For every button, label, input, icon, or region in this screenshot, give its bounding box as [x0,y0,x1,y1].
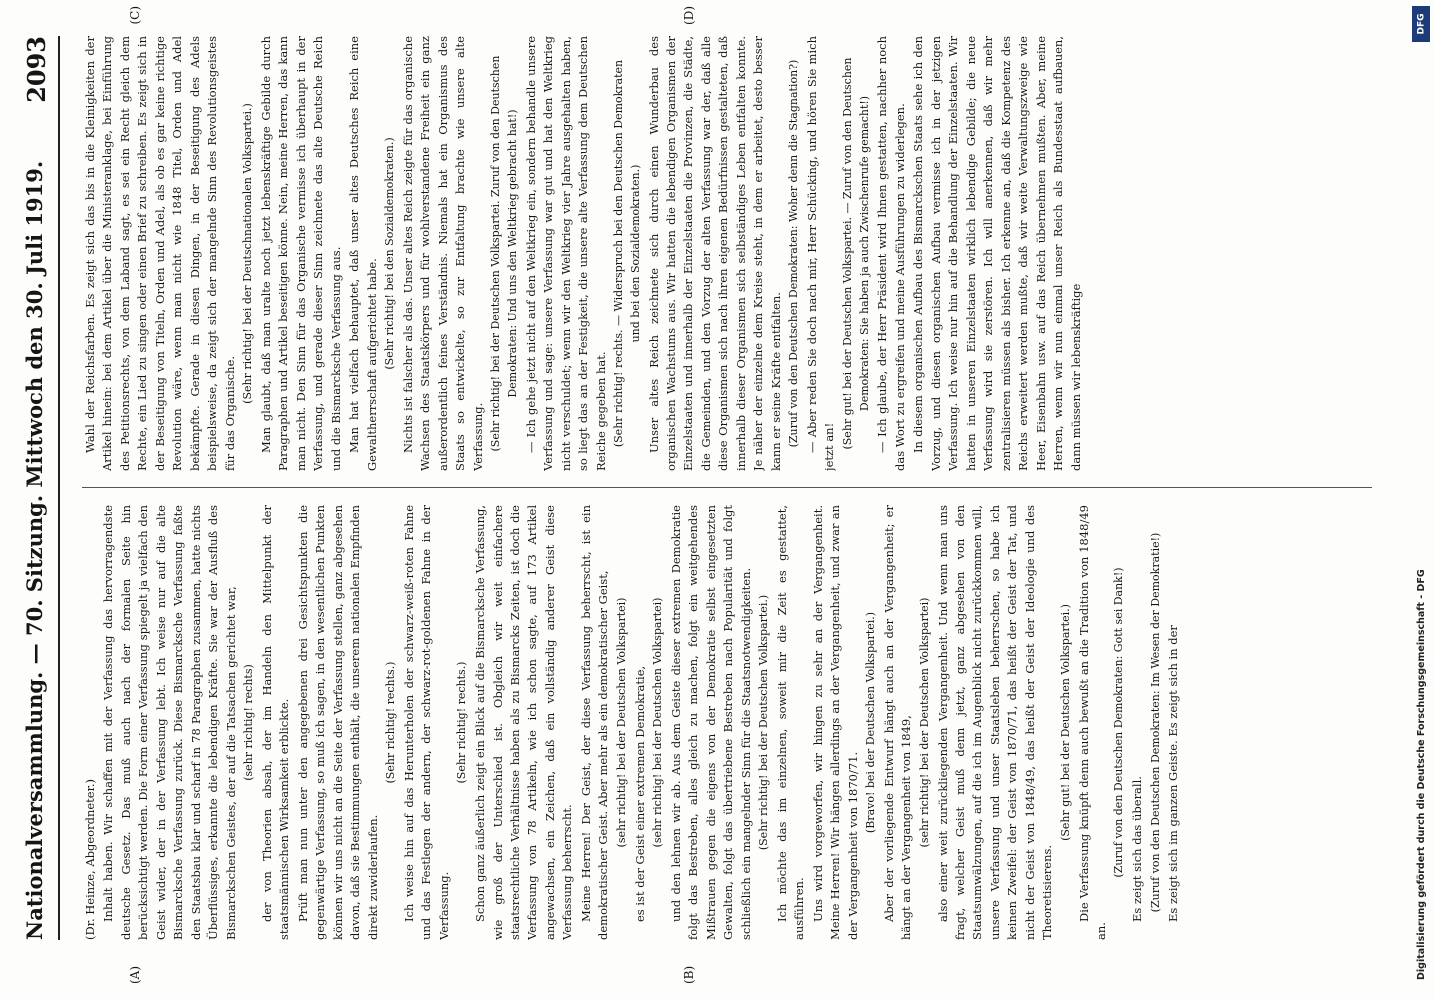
interjection: (Sehr richtig! rechts.) [455,661,469,784]
paragraph: Man glaubt, daß man uralte noch jetzt lebenskräftige Gebilde durch Paragraphen und Artikel beseitigen könne. Nein, meine Herren, das kann man nicht. Den Sinn für das Organische vermisse ich überhaupt in der Verfassung, und gerade dieser Sinn zeichnete das alte Deutsche Reich und die Bismarcksche Verfassung aus. [258,36,343,471]
margin-marker-b: (B) [682,965,696,984]
text-columns [82,6,1372,984]
paragraph: Ich weise hin auf das Herunterholen der schwarz-weiß-roten Fahne und das Festlegen der andern, der schwarz-rot-goldenen Fahne in der Verfassung. [401,505,451,940]
margin-marker-a: (A) [128,965,142,984]
interjection: (sehr richtig! bei der Deutschen Volkspartei) [917,597,931,848]
paragraph: der von Theorien absah, der im Handeln den Mittelpunkt der staatsmännischen Wirksamkeit erblickte. [259,505,292,940]
paragraph: also einer weit zurückliegenden Vergangenheit. Und wenn man uns fragt, welcher Geist muß denn jetzt, ganz abgesehen von den Staatsumwälzungen, auf die ich im Augenblick nicht zurückkommen will, unsere Verfassung und unser Staatsleben beherrschen, so habe ich keinen Zweifel: der Geist von 1870/71, das heißt der Geist der Tat, und nicht der Geist von 1848/49, das heißt der Geist der Ideologie und des Theoretisierens. [935,505,1055,940]
digitization-note: Digitalisierung gefördert durch die Deutsche Forschungsgemeinschaft - DFG [1416,569,1427,980]
paragraph: und den lehnen wir ab. Aus dem Geiste dieser extremen Demokratie folgt das Bestreben, alles gleich zu machen, folgt ein weitgehendes Mißtrauen gegen die eigens von der Demokratie selbst eingesetzten Gewalten, folgt das übertriebene Bestreben nach Popularität und folgt schließlich ein mangelnder Sinn für die Staatsnotwendigkeiten. [668,505,753,940]
right-column [82,36,1372,471]
dfg-logo: DFG [1412,6,1430,42]
interjection: (Sehr richtig! rechts. — Widerspruch bei den Deutschen Demokraten und bei den Sozialdemokraten.) [612,59,642,448]
interjection: (sehr richtig! bei der Deutschen Volkspartei) [614,597,628,848]
paragraph: Schon ganz äußerlich zeigt ein Blick auf die Bismarcksche Verfassung, wie groß der Unterschied ist. Obgleich wir weit einfachere staatsrechtliche Verhältnisse haben als zu Bismarcks Zeiten, ist doch die Verfassung von 78 Artikeln, wie ich schon sagte, auf 173 Artikel angewachsen, ein Zeichen, daß ein vollständig anderer Geist diese Verfassung beherrscht. [473,505,575,940]
paragraph: Nichts ist falscher als das. Unser altes Reich zeigte für das organische Wachsen des Staatskörpers und für wohlverstandene Freiheit ein ganz außerordentlich feines Verständnis. Niemals hat ein Organismus des Staats so entwickelte, so zur Entfaltung brachte wie unsere alte Verfassung. [400,36,485,471]
header-title: Nationalversammlung. — 70. Sitzung. Mittwoch den 30. Juli 1919. [22,160,47,940]
paragraph: Es zeigt sich im ganzen Geiste. Es zeigt sich in der [1166,625,1181,922]
paragraph: Unser altes Reich zeichnete sich durch einen Wunderbau des organischen Wachstums aus. Wir hatten die lebendigen Organismen der Einzelstaaten und innerhalb der Einzelstaaten die Provinzen, die Städte, die Gemeinden, und den Vorzug der alten Verfassung war der, daß alle diese Organismen sich nach ihren eigenen Bedürfnissen gestalteten, daß innerhalb dieser Organismen sich selbständiges Leben entfalten konnte. Je näher der einzelne dem Kreise steht, in dem er arbeitet, desto besser kann er seine Kräfte entfalten. [646,36,783,471]
interjection: (Sehr richtig! bei den Sozialdemokraten.) [383,137,397,370]
paragraph: Meine Herren! Der Geist, der diese Verfassung beherrscht, ist ein demokratischer Geist. Aber mehr als ein demokratischer Geist, [578,505,611,940]
interjection: (sehr richtig! rechts) [242,664,256,781]
paragraph: Uns wird vorgeworfen, wir hingen zu sehr an der Vergangenheit. Meine Herren! Wir hängen allerdings an der Vergangenheit, und zwar an der Vergangenheit von 1870/71. [810,505,860,940]
interjection: (Sehr richtig! rechts.) [384,661,398,784]
paragraph: Aber der vorliegende Entwurf hängt auch an der Vergangenheit; er hängt an der Vergangenheit von 1849, [881,505,914,940]
interjection: (Zuruf von den Deutschen Demokraten: Gott sei Dank!) [1112,567,1126,878]
margin-marker-d: (D) [682,6,696,25]
column-divider [82,487,1372,488]
paragraph: Es zeigt sich das überall. [1130,776,1145,922]
left-column [82,505,1372,940]
interjection: (Zuruf von den Deutschen Demokraten: Woher denn die Stagnation?) [787,59,801,448]
paragraph: — Ich gehe jetzt nicht auf den Weltkrieg ein, sondern behandle unsere Verfassung und sage: unsere Verfassung war gut und hat den Weltkrieg nicht verschuldet; wenn wir den Weltkrieg vier Jahre ausgehalten haben, so liegt das an der Festigkeit, die unsere alte Verfassung dem Deutschen Reiche gegeben hat. [523,36,608,471]
interjection: (Bravo! bei der Deutschen Volkspartei.) [864,611,878,834]
interjection: (Sehr gut! bei der Deutschen Volkspartei.) [1058,604,1072,841]
paragraph: Ich möchte das im einzelnen, soweit mir die Zeit es gestattet, ausführen. [774,505,807,940]
interjection: (sehr richtig! bei der Deutschen Volkspartei) [651,597,664,848]
paragraph: Die Verfassung knüpft denn auch bewußt an die Tradition von 1848/49 an. [1076,505,1108,940]
interjection: (Sehr richtig! bei der Deutschnationalen Volkspartei.) [241,103,255,404]
paragraph: — Ich glaube, der Herr Präsident wird Ihnen gestatten, nachher noch das Wort zu ergreifen und meine Ausführungen zu widerlegen. [875,36,907,471]
paragraph: Inhalt haben. Wir schaffen mit der Verfassung das hervorragendste deutsche Gesetz. Das muß auch nach der formalen Seite hin berücksichtigt werden. Die Form einer Verfassung spiegelt ja vielfach den Geist wider, der in der Verfassung lebt. Ich weise nur auf die alte Bismarcksche Verfassung zurück. Diese Bismarcksche Verfassung faßte den Staatsbau klar und scharf in 78 Paragraphen zusammen, hatte nichts Überflüssiges, erkannte die lebendigen Kräfte. Sie war der Ausfluß des Bismarckschen Geistes, der auf die Tatsachen gerichtet war, [101,505,238,940]
speaker-line: (Dr. Heinze, Abgeordneter.) [83,779,97,940]
paragraph: — Aber reden Sie doch nach mir, Herr Schücking, und hören Sie mich jetzt an! [804,36,837,471]
page-number: 2093 [22,36,51,103]
paragraph: Wahl der Reichsfarben. Es zeigt sich das bis in die Kleinigkeiten der Artikel hinein: bei dem Artikel über die Ministeranklage, bei Einführung des Petitionsrechts, von dem Laband sagt, es sei ein Recht gleich dem Rechte, ein Lied zu singen oder einen Brief zu schreiben. Es zeigt sich in der Beseitigung von Titeln, Orden und Adel, als ob es gar keine richtige Revolution wäre, wenn man nicht wie 1848 Titel, Orden und Adel bekämpfte. Gerade in diesen Dingen, in der Beseitigung des Adels beispielsweise, da zeigt sich der mangelnde Sinn des Revolutionsgeistes für das Organische. [83,36,237,471]
paragraph: In diesem organischen Aufbau des Bismarckschen Staats sehe ich den Vorzug, und diesen organischen Aufbau vermisse ich in der jetzigen Verfassung. Ich weise nur hin auf die Behandlung der Einzelstaaten. Wir hatten in unseren Einzelstaaten wirklich lebendige Gebilde; die neue Verfassung wird sie zerstören. Ich will anerkennen, daß wir mehr zentralisieren müssen als bisher. Ich erkenne an, daß die Kompetenz des Reichs erweitert werden mußte, daß wir weite Verwaltungszweige wie Heer, Eisenbahn usw. auf das Reich übernehmen mußten. Aber, meine Herren, wenn wir nun einmal unser Reich als Bundesstaat aufbauen, dann müssen wir lebenskräftige [911,36,1083,471]
paragraph: Prüft man nun unter den angegebenen drei Gesichtspunkten die gegenwärtige Verfassung, so muß ich sagen, in den wesentlichen Punkten können wir uns nicht an die Seite der Verfassung stellen, ganz abgesehen davon, daß sie Bestimmungen enthält, die unserem nationalen Empfinden direkt zuwiderlaufen. [295,505,380,940]
paragraph: es ist der Geist einer extremen Demokratie, [632,665,647,922]
interjection: (Sehr richtig! bei der Deutschen Volkspartei. Zuruf von den Deutschen Demokraten: Und uns den Weltkrieg gebracht hat!) [489,55,519,452]
margin-marker-c: (C) [128,6,142,25]
page-header [14,36,60,940]
interjection: (Zuruf von den Deutschen Demokraten: Im Wesen der Demokratie!) [1148,532,1162,913]
interjection: (Sehr gut! bei der Deutschen Volkspartei. — Zuruf von den Deutschen Demokraten: Sie haben ja auch Zwischenrufe gemacht!) [840,57,871,450]
interjection: (Sehr richtig! bei der Deutschen Volkspartei.) [757,594,771,851]
paragraph: Man hat vielfach behauptet, daß unser altes Deutsches Reich eine Gewaltherrschaft aufgerichtet habe. [347,36,379,471]
